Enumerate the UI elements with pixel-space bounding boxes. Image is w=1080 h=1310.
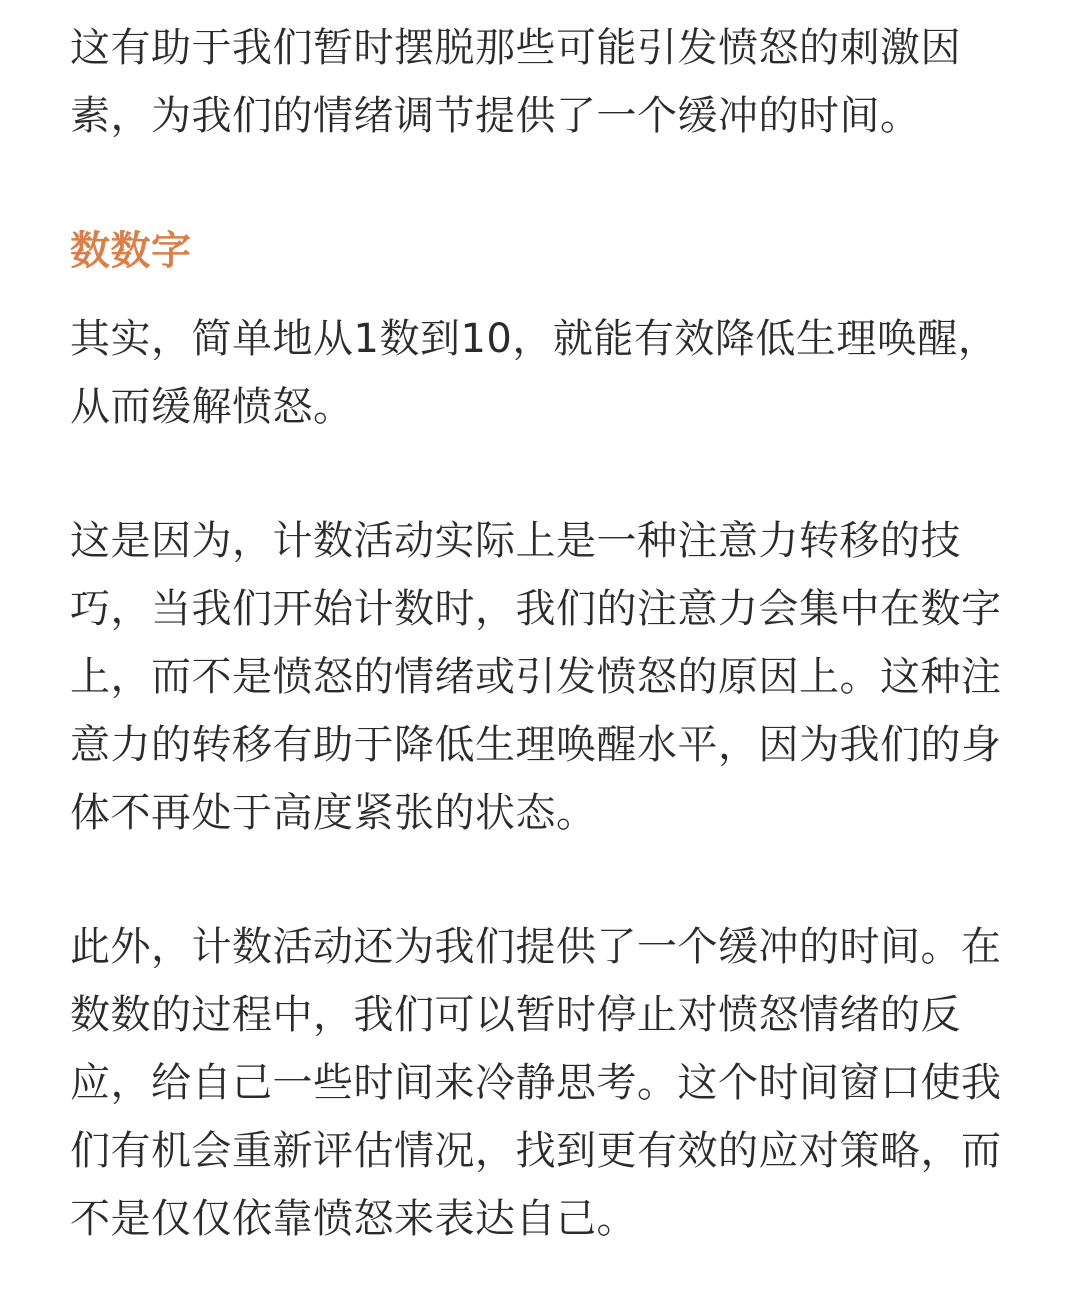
paragraph-attention-shift: 这是因为，计数活动实际上是一种注意力转移的技巧，当我们开始计数时，我们的注意力会集中在数字上，而不是愤怒的情绪或引发愤怒的原因上。这种注意力的转移有助于降低生理唤醒水平，因为我们的身体不再处于高度紧张的状态。 bbox=[70, 518, 1002, 836]
paragraph-count-intro: 其实，简单地从1数到10，就能有效降低生理唤醒，从而缓解愤怒。 bbox=[70, 316, 999, 430]
intro-paragraph: 这有助于我们暂时摆脱那些可能引发愤怒的刺激因素，为我们的情绪调节提供了一个缓冲的时间。 bbox=[70, 25, 961, 139]
paragraph-buffer-time: 此外，计数活动还为我们提供了一个缓冲的时间。在数数的过程中，我们可以暂时停止对愤怒情绪的反应，给自己一些时间来冷静思考。这个时间窗口使我们有机会重新评估情况，找到更有效的应对策略，而不是仅仅依靠愤怒来表达自己。 bbox=[70, 924, 1002, 1242]
article-body bbox=[70, 14, 1015, 1253]
section-heading: 数数字 bbox=[70, 228, 192, 274]
